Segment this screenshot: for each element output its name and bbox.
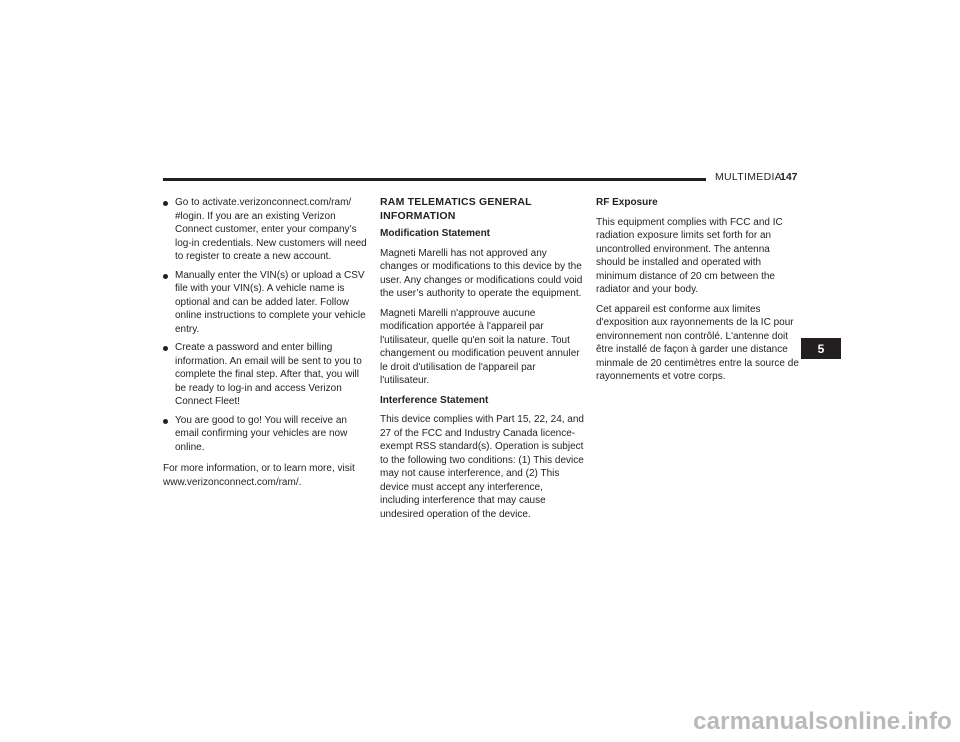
modification-french: Magneti Marelli n'approuve aucune modification apportée à l'appareil par l'utilisateur, quelle qu'en soit la nature. Tout changement ou modification peuvent annuler le droit d'utilisation de l'appareil par l'utilisateur. <box>380 307 580 386</box>
list-item-text: Create a password and enter billing information. An email will be sent to you to complete the final step. After that, you will be ready to log-in and access Verizon Connect Fleet! <box>175 342 362 407</box>
list-item <box>163 269 368 337</box>
list-item-text: Go to activate.verizonconnect.com/ram/ #login. If you are an existing Verizon Connect customer, enter your company’s log-in credentials. New customers will need to register to create a new account. <box>175 197 367 262</box>
section-heading: RAM TELEMATICS GENERAL INFORMATION <box>380 196 532 222</box>
modification-english: Magneti Marelli has not approved any changes or modifications to this device by the user. Any changes or modifications could void the user’s authority to operate the equipment. <box>380 247 583 299</box>
more-info-paragraph: For more information, or to learn more, visit www.verizonconnect.com/ram/. <box>163 463 355 488</box>
list-item <box>163 414 368 455</box>
rf-exposure-title: RF Exposure <box>596 197 658 208</box>
list-item-text: You are good to go! You will receive an email confirming your vehicles are now online. <box>175 414 348 453</box>
bullet-icon <box>163 346 168 351</box>
chapter-tab: 5 <box>801 338 841 359</box>
modification-title: Modification Statement <box>380 228 491 239</box>
watermark: carmanualsonline.info <box>693 708 952 735</box>
list-item-text: Manually enter the VIN(s) or upload a CSV file with your VIN(s). A vehicle name is optional and can be added later. Follow online instructions to complete your vehicle entry. <box>175 269 366 335</box>
column-left <box>163 196 368 495</box>
column-middle <box>380 196 585 527</box>
header-rule <box>163 178 706 181</box>
steps-list <box>163 196 368 454</box>
column-right <box>596 196 801 390</box>
interference-title: Interference Statement <box>380 394 489 406</box>
bullet-icon <box>163 274 168 279</box>
bullet-icon <box>163 419 168 424</box>
list-item <box>163 341 368 409</box>
page-number: 147 <box>780 171 798 183</box>
interference-text: This device complies with Part 15, 22, 24, and 27 of the FCC and Industry Canada licence-exempt RSS standard(s). Operation is subject to the following two conditions: (1) This device may not cause interference, and (2) This device must accept any interference, including interference that may cause undesired operation of the device. <box>380 414 584 520</box>
rf-exposure-english: This equipment complies with FCC and IC radiation exposure limits set forth for an uncontrolled environment. The antenna should be installed and operated with minimum distance of 20 cm between the radiator and your body. <box>596 216 783 295</box>
bullet-icon <box>163 201 168 206</box>
rf-exposure-french: Cet appareil est conforme aux limites d'exposition aux rayonnements de la IC pour environnement non contrôlé. L'antenne doit être installé de façon à garder une distance minmale de 20 centimètres entre la source de rayonnements et votre corps. <box>596 303 799 382</box>
list-item <box>163 196 368 264</box>
header-section-title: MULTIMEDIA <box>715 171 782 183</box>
